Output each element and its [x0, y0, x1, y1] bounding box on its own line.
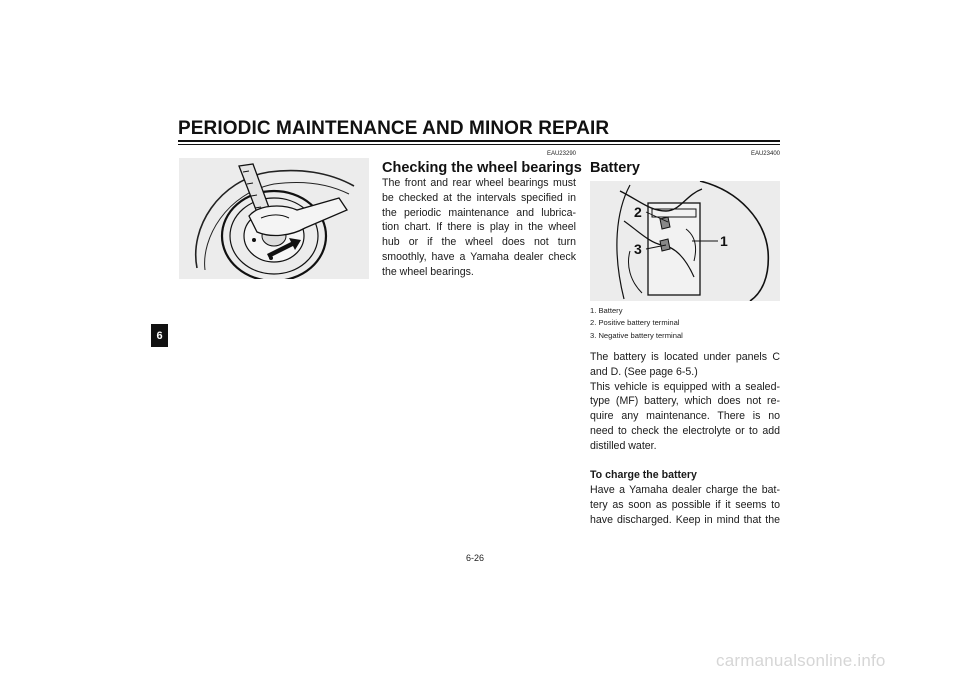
- wheel-section-body: [382, 176, 576, 280]
- paragraph-gap: [590, 454, 780, 469]
- page-number: 6-26: [466, 553, 485, 563]
- text-line: need to check the electrolyte or to add: [590, 424, 780, 437]
- page-header-title: PERIODIC MAINTENANCE AND MINOR REPAIR: [178, 118, 610, 139]
- callout-2: 2: [634, 204, 642, 220]
- caption-item: 2. Positive battery terminal: [590, 318, 680, 328]
- text-line: quire any maintenance. There is no: [590, 410, 780, 423]
- wheel-bearing-illustration: [179, 158, 369, 279]
- text-line: The front and rear wheel bearings must: [382, 177, 576, 189]
- text-line: This vehicle is equipped with a sealed-: [590, 380, 780, 393]
- header-rule: [178, 140, 780, 142]
- text-line: smoothly, have a Yamaha dealer check: [382, 250, 576, 263]
- caption-item: 1. Battery: [590, 306, 623, 315]
- text-line: the periodic maintenance and lubrica-: [382, 206, 576, 219]
- text-line: have discharged. Keep in mind that the: [590, 513, 780, 526]
- battery-section-body: [590, 350, 780, 528]
- wheel-bearing-drawing: [179, 158, 369, 279]
- text-line: and D. (See page 6-5.): [590, 365, 698, 378]
- wheel-section-code: EAU23290: [546, 151, 576, 157]
- header-rule-thin: [178, 144, 780, 145]
- battery-figure-caption: [590, 305, 683, 342]
- battery-illustration: [590, 181, 780, 301]
- text-line: type (MF) battery, which does not re-: [590, 395, 780, 408]
- text-line: tery as soon as possible if it seems to: [590, 498, 780, 511]
- watermark: carmanualsonline.info: [716, 651, 886, 670]
- wheel-section-title: Checking the wheel bearings: [382, 160, 582, 176]
- text-line: tion chart. If there is play in the wheel: [382, 221, 576, 234]
- battery-section-title: Battery: [590, 160, 640, 176]
- text-line: hub or if the wheel does not turn: [382, 236, 576, 249]
- battery-section-code: EAU23400: [750, 151, 780, 157]
- text-line: the wheel bearings.: [382, 265, 474, 278]
- text-line: Have a Yamaha dealer charge the bat-: [590, 484, 780, 497]
- caption-item: 3. Negative battery terminal: [590, 330, 683, 340]
- chapter-tab: 6: [151, 324, 168, 347]
- battery-charge-subheading: To charge the battery: [590, 469, 697, 482]
- battery-drawing: [590, 181, 780, 301]
- callout-3: 3: [634, 241, 642, 257]
- text-line: The battery is located under panels C: [590, 351, 780, 363]
- text-line: distilled water.: [590, 439, 657, 452]
- callout-1: 1: [720, 233, 728, 249]
- text-line: be checked at the intervals specified in: [382, 191, 576, 204]
